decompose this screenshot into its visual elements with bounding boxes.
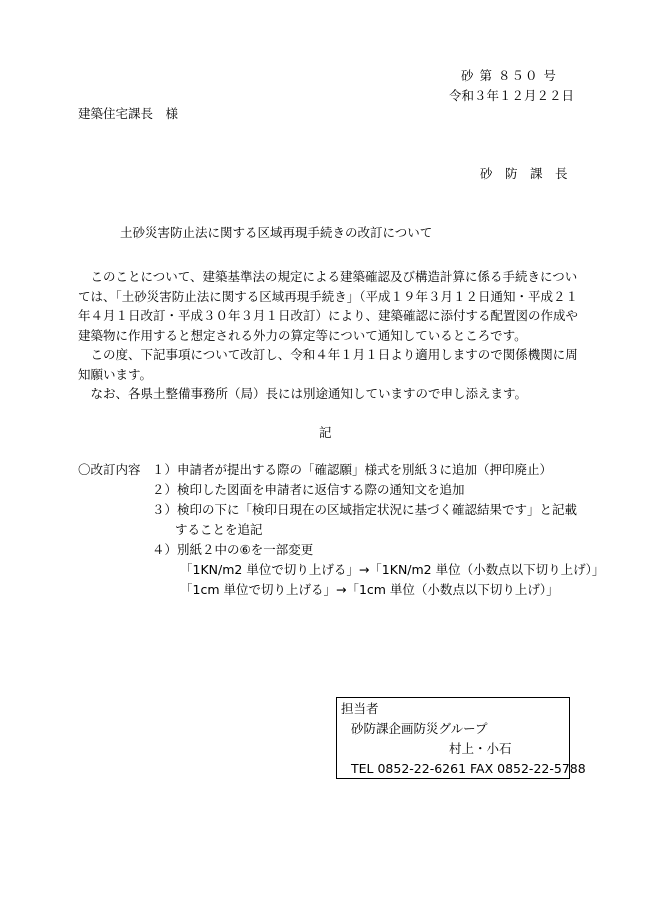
recipient: 建築住宅課長 様: [78, 106, 179, 121]
body-text: [78, 267, 584, 404]
document-date: 令和３年１２月２２日: [449, 88, 575, 103]
document-number: 砂 第 ８５０ 号: [461, 68, 557, 83]
document-title: 土砂災害防止法に関する区域再現手続きの改訂について: [120, 225, 433, 240]
revisions-heading: 〇改訂内容: [78, 462, 141, 477]
revision-item-2: ２）検印した図面を申請者に返信する際の通知文を追加: [152, 482, 465, 497]
contact-phone: TEL 0852-22-6261 FAX 0852-22-5788: [351, 761, 586, 776]
body-paragraph-1: このことについて、建築基準法の規定による建築確認及び構造計算に係る手続きについては、「土砂災害防止法に関する区域再現手続き」（平成１９年３月１２日通知・平成２１年４月１日改訂・平成３０年３月１日改訂）により、建築確認に添付する配置図の作成や建築物に作用すると想定される外力の算定等について通知しているところです。: [78, 269, 579, 343]
ki-label: 記: [319, 425, 332, 440]
revision-item-3-continued: することを追記: [175, 522, 263, 537]
revision-item-3: ３）検印の下に「検印日現在の区域指定状況に基づく確認結果です」と記載: [152, 502, 578, 517]
contact-box: [336, 697, 586, 779]
sender: 砂 防 課 長: [480, 166, 568, 181]
contact-label: 担当者: [341, 701, 379, 716]
revision-item-4: ４）別紙２中の⑥を一部変更: [152, 542, 314, 557]
contact-group: 砂防課企画防災グループ: [351, 721, 488, 736]
revision-item-4-change-1: 「1KN/m2 単位で切り上げる」→「1KN/m2 単位（小数点以下切り上げ）」: [180, 562, 605, 577]
contact-names: 村上・小石: [449, 741, 512, 756]
body-paragraph-3: なお、各県土整備事務所（局）長には別途通知していますので申し添えます。: [78, 386, 528, 401]
revision-item-1: １）申請者が提出する際の「確認願」様式を別紙３に追加（押印廃止）: [152, 462, 553, 477]
body-paragraph-2: この度、下記事項について改訂し、令和４年１月１日より適用しますので関係機関に周知願います。: [78, 347, 578, 382]
revision-item-4-change-2: 「1cm 単位で切り上げる」→「1cm 単位（小数点以下切り上げ）」: [180, 582, 559, 597]
